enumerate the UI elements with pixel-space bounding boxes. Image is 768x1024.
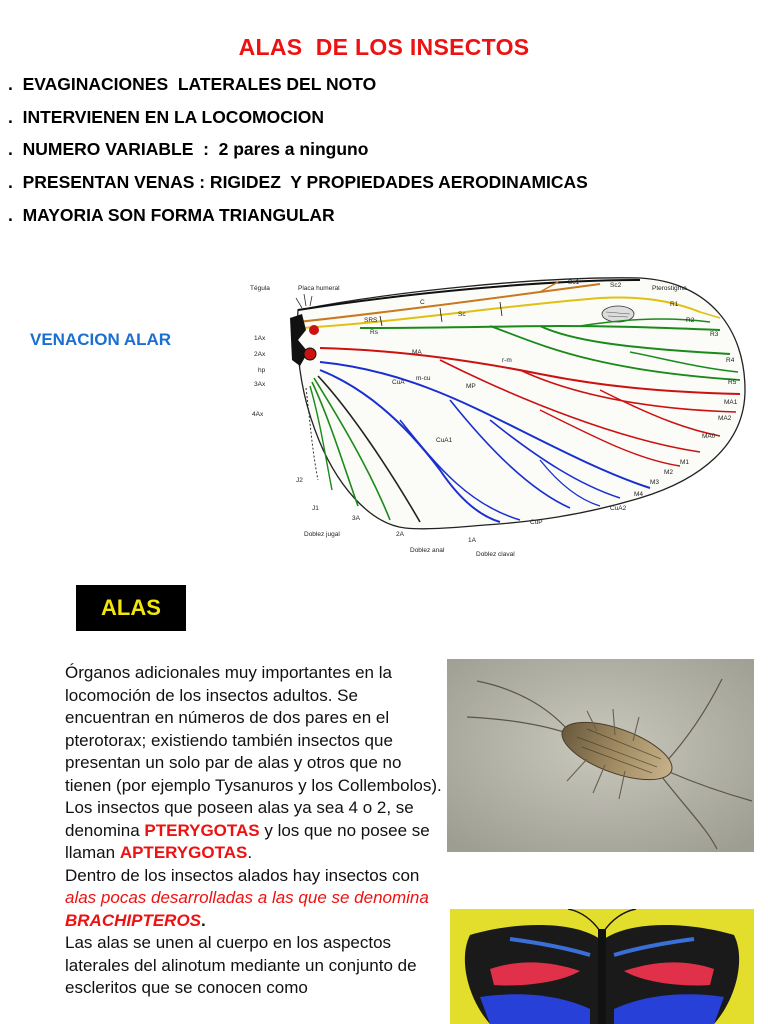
italic-definition: alas pocas desarrolladas a las que se denomina — [65, 888, 429, 907]
label-cross-mcu: m-cu — [416, 375, 431, 382]
label-j1: J1 — [312, 505, 319, 512]
text-span: . — [247, 843, 253, 862]
label-1a: 1A — [468, 537, 476, 544]
term-brachipteros: BRACHIPTEROS — [65, 910, 202, 930]
label-m4: M4 — [634, 491, 644, 498]
label-rs: Rs — [370, 329, 378, 336]
label-doblez-anal: Doblez anal — [410, 547, 445, 554]
paragraph — [65, 797, 445, 865]
silverfish-photo — [447, 659, 754, 852]
label-tegula: Tégula — [250, 285, 270, 292]
label-ma2: MA2 — [718, 415, 732, 422]
text-span: y los que no posee se llaman — [65, 820, 430, 862]
label-2ax: 2Ax — [254, 351, 266, 358]
page-title: ALAS DE LOS INSECTOS — [238, 34, 530, 60]
body-text — [65, 662, 445, 1000]
butterfly-photo — [450, 909, 754, 1024]
label-cua2: CuA2 — [610, 505, 627, 512]
label-ma: MA — [412, 349, 422, 356]
venacion-alar-label: VENACION ALAR — [30, 330, 172, 349]
label-3a: 3A — [352, 515, 360, 522]
label-r5: R5 — [728, 379, 737, 386]
label-r2: R2 — [686, 317, 695, 324]
label-m3: M3 — [650, 479, 660, 486]
label-ma0: MA0 — [702, 433, 716, 440]
term-pterygotas: PTERYGOTAS — [144, 820, 260, 840]
label-sc1: Sc1 — [568, 279, 580, 286]
label-m2: M2 — [664, 469, 674, 476]
wing-outline — [297, 278, 745, 529]
label-2a: 2A — [396, 531, 404, 538]
alas-heading-box: ALAS — [76, 585, 186, 631]
label-cup: CuP — [530, 519, 543, 526]
label-cua1: CuA1 — [436, 437, 453, 444]
paragraph: Las alas se unen al cuerpo en los aspectos laterales del alinotum mediante un conjunto de escleritos que se conocen como — [65, 933, 417, 997]
label-4ax: 4Ax — [252, 411, 264, 418]
label-1ax: 1Ax — [254, 335, 266, 342]
text-span: . — [201, 910, 206, 930]
label-r4: R4 — [726, 357, 735, 364]
wing-venation-diagram — [240, 270, 750, 565]
label-c: C — [420, 299, 425, 306]
label-doblez-claval: Doblez claval — [476, 551, 515, 558]
label-pterostigma: Pterostigma — [652, 285, 687, 292]
paragraph — [65, 865, 445, 933]
text-span: Dentro de los insectos alados hay insectos con — [65, 865, 420, 885]
bullet-list — [8, 72, 588, 235]
label-mp: MP — [466, 383, 476, 390]
text-span: Los insectos que poseen alas ya sea 4 o 2, se denomina — [65, 798, 414, 840]
label-r3: R3 — [710, 331, 719, 338]
label-placa-humeral: Placa humeral — [298, 285, 340, 292]
label-sc2: Sc2 — [610, 282, 622, 289]
bullet-item: . NUMERO VARIABLE : 2 pares a ninguno — [8, 139, 369, 160]
label-3ax: 3Ax — [254, 381, 266, 388]
paragraph: Órganos adicionales muy importantes en la locomoción de los insectos adultos. Se encuentran en números de dos pares en el pterotorax; existiendo también insectos que presentan un solo par de alas y otros que no tienen (por ejemplo Tysanuros y los Collembolos). — [65, 663, 442, 795]
label-cross-srs: SRS — [364, 317, 378, 324]
label-hp: hp — [258, 367, 266, 374]
label-cua: CuA — [392, 379, 405, 386]
bullet-item: . PRESENTAN VENAS : RIGIDEZ Y PROPIEDADES AERODINAMICAS — [8, 172, 588, 193]
bullet-item: . EVAGINACIONES LATERALES DEL NOTO — [8, 74, 377, 94]
bullet-item: . MAYORIA SON FORMA TRIANGULAR — [8, 204, 335, 225]
label-r1: R1 — [670, 301, 679, 308]
label-cross-rm: r-m — [502, 357, 512, 364]
term-apterygotas: APTERYGOTAS — [119, 843, 248, 862]
label-ma1: MA1 — [724, 399, 738, 406]
label-sc: Sc — [458, 311, 466, 318]
label-doblez-yugal: Doblez jugal — [304, 531, 340, 538]
bullet-item: . INTERVIENEN EN LA LOCOMOCION — [8, 106, 324, 127]
label-m1: M1 — [680, 459, 690, 466]
label-j2: J2 — [296, 477, 303, 484]
